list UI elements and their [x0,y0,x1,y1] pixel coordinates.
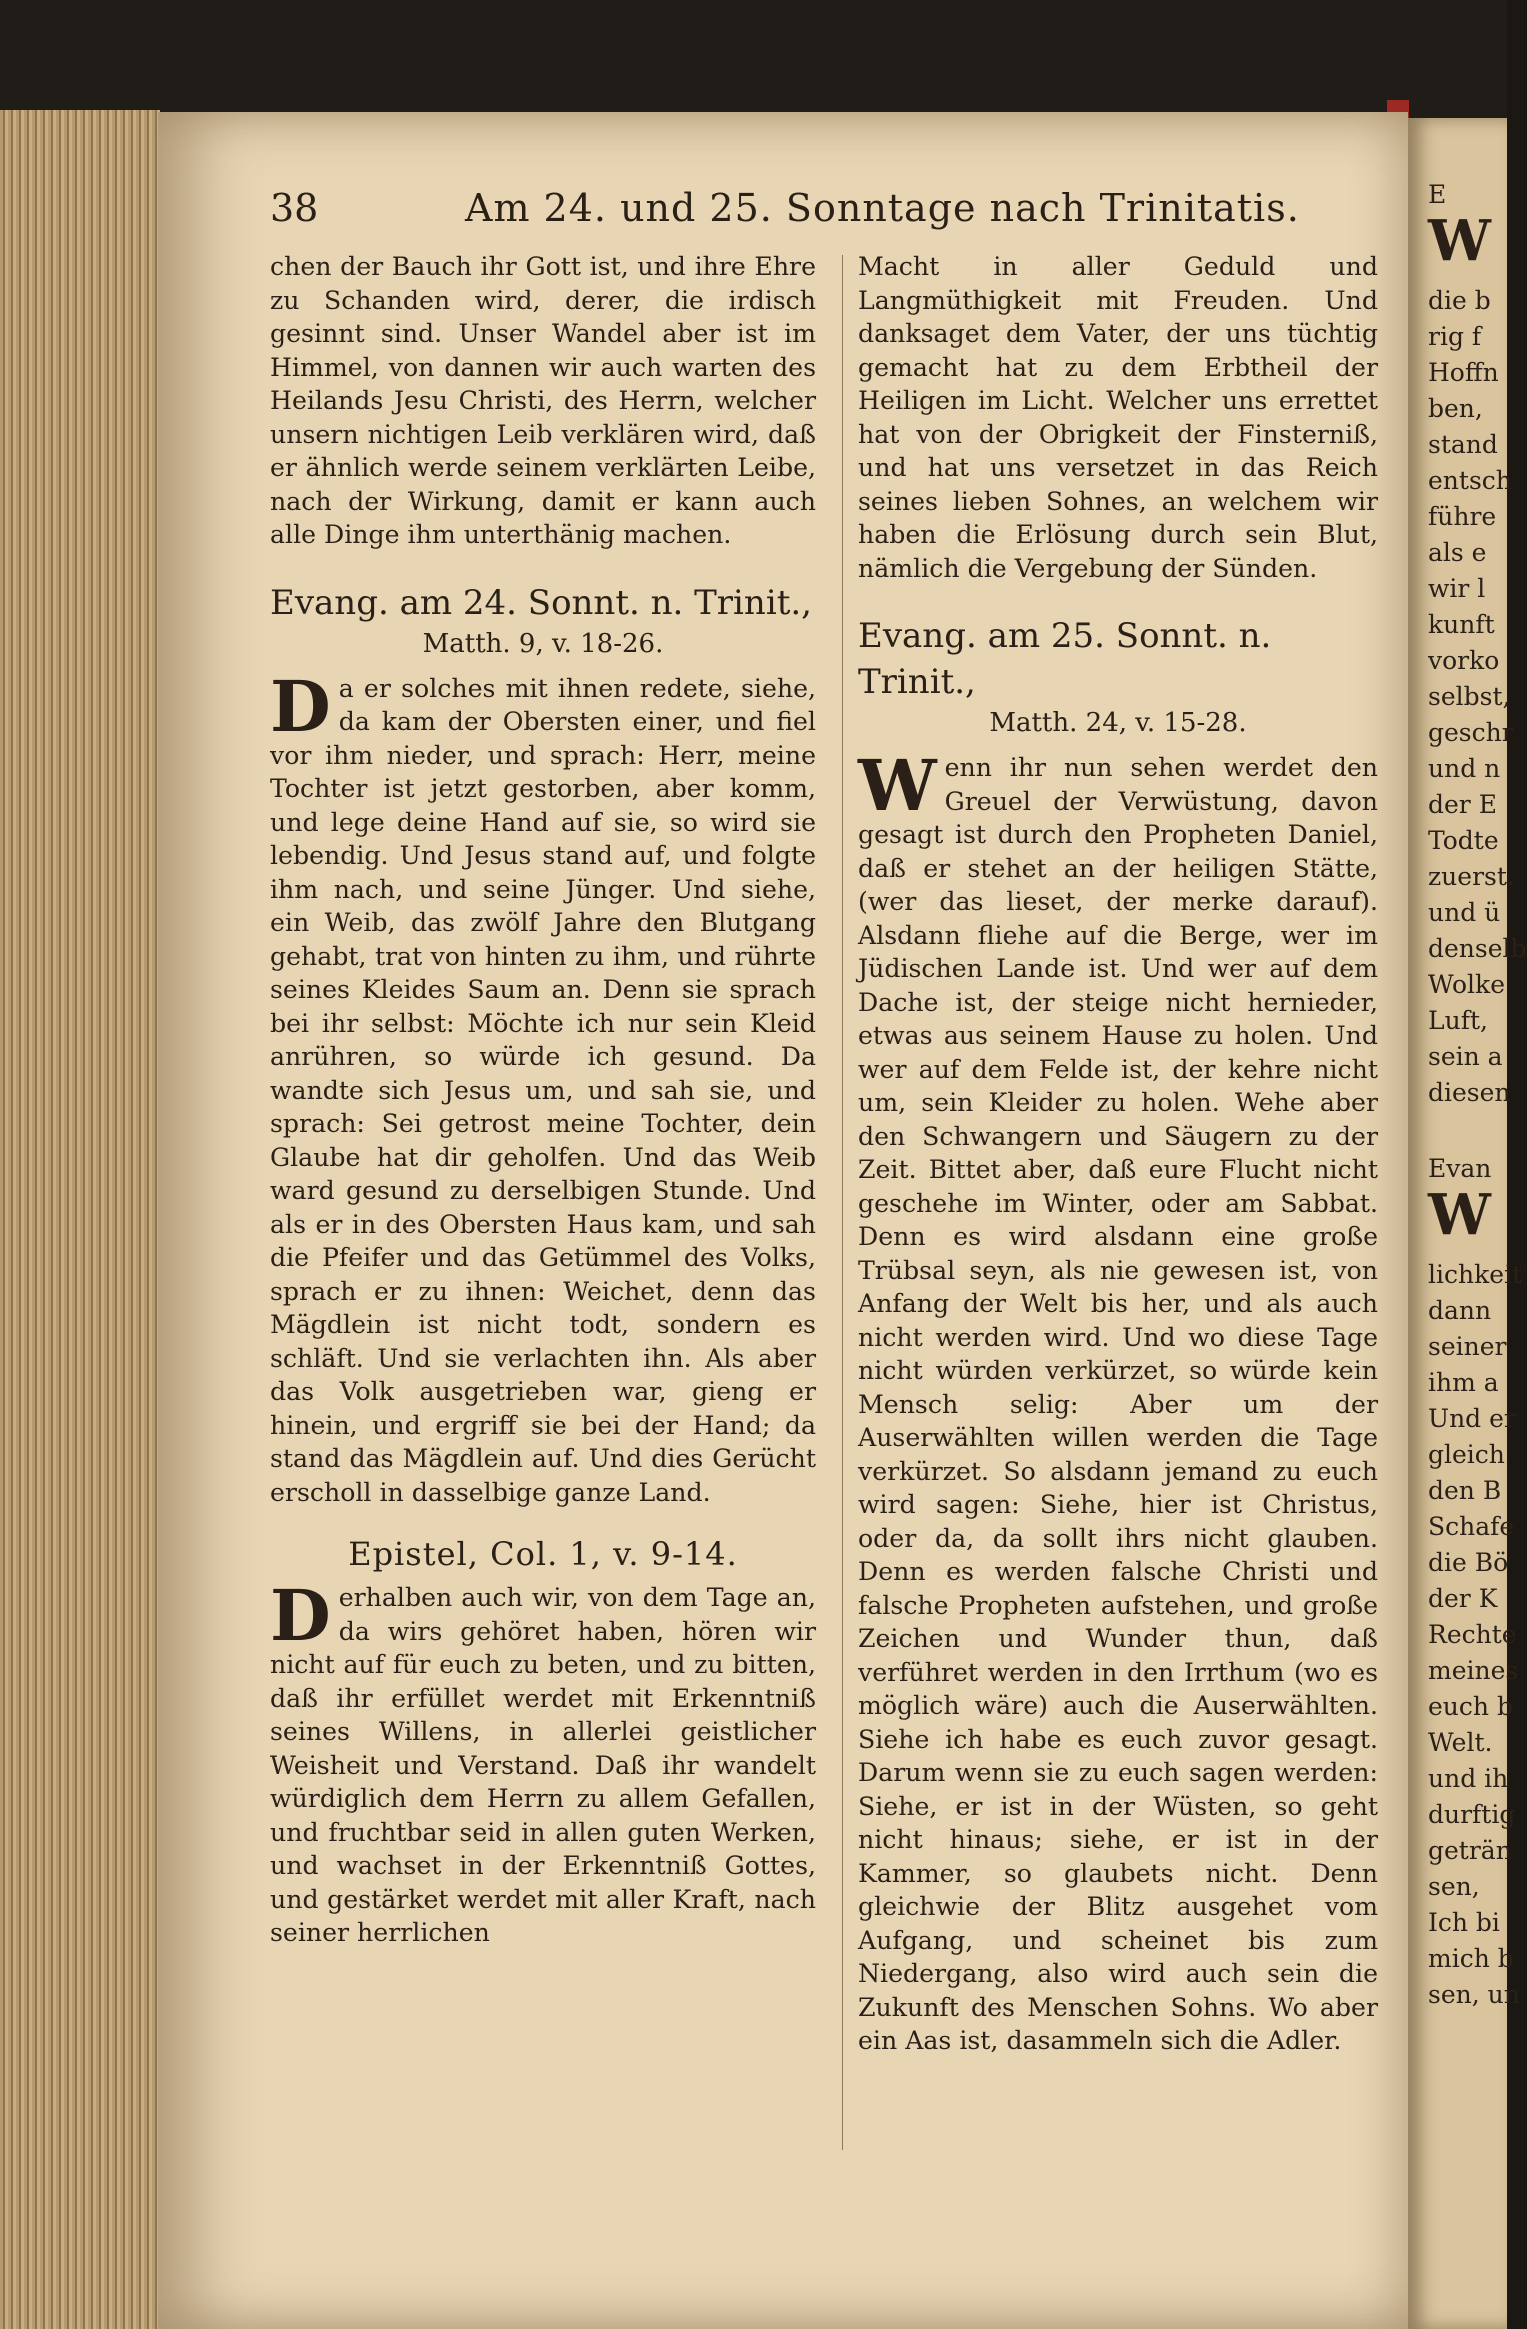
next-page-fragment: vorko [1428,646,1500,675]
next-page-fragment: selbst, [1428,682,1511,711]
dropcap: D [270,664,331,748]
gospel-text-25 [858,744,1378,2058]
next-page-fragment: Hoffn [1428,358,1499,387]
next-page-fragment: E [1428,180,1447,209]
next-page-fragment: Wolke [1428,970,1505,999]
next-page-fragment: dann [1428,1296,1492,1325]
next-page-fragment: als e [1428,538,1487,567]
next-page-fragment: und ü [1428,898,1501,927]
next-page-fragment: Ich bi [1428,1908,1500,1937]
next-page-fragment: Luft, [1428,1006,1488,1035]
next-page-fragment: Evan [1428,1154,1492,1183]
left-intro-text: chen der Bauch ihr Gott ist, und ihre Ehre zu Schanden wird, derer, die irdisch gesinnt sind. Unser Wandel aber ist im Himmel, von dannen wir auch warten des Heilands Jesu Christi, des Herrn, welcher unsern nichtigen Leib verklären wird, daß er ähnlich werde seinem verklärten Leibe, nach der Wirkung, damit er kann auch alle Dinge ihm unterthänig machen. [270,252,816,549]
next-page-fragment: den B [1428,1476,1502,1505]
next-page-fragment: der E [1428,790,1497,819]
right-intro-text: Macht in aller Geduld und Langmüthigkeit mit Freuden. Und danksaget dem Vater, der uns tüchtig gemacht hat zu dem Erbtheil der Heiligen im Licht. Welcher uns errettet hat von der Obrigkeit der Finsterniß, und hat uns versetzet in das Reich seines lieben Sohnes, an welchem wir haben die Erlösung durch sein Blut, nämlich die Vergebung der Sünden. [858,252,1378,583]
running-head [270,178,1360,238]
gospel-text-24 [270,664,816,1510]
next-page-fragment: stand [1428,430,1498,459]
next-page-edge [1408,118,1527,2329]
next-page-fragment: die Bö [1428,1548,1509,1577]
next-page-fragment: sein a [1428,1042,1503,1071]
next-page-fragment: Welt. [1428,1728,1493,1757]
next-page-fragment: W [1428,208,1491,274]
epistle-heading: Epistel, Col. 1, v. 9-14. [348,1535,738,1573]
epistle-body: erhalben auch wir, von dem Tage an, da wirs gehöret haben, hören wir nicht auf für euch zu beten, und zu bitten, daß ihr erfüllet werdet mit Erkenntniß seines Willens, in allerlei geistlicher Weisheit und Verstand. Daß ihr wandelt würdiglich dem Herrn zu allem Gefallen, und fruchtbar seid in allen guten Werken, und wachset in der Erkenntniß Gottes, und gestärket werdet mit aller Kraft, nach seiner herrlichen [270,1583,816,1947]
dropcap: W [858,744,937,827]
next-page-fragment: kunft [1428,610,1495,639]
next-page-fragment: diesen [1428,1078,1511,1107]
next-page-fragment: Todte [1428,826,1499,855]
gospel-body-25: enn ihr nun sehen werdet den Greuel der Verwüstung, davon gesagt ist durch den Propheten Daniel, daß er stehet an der heiligen Stätte, (wer das lieset, der merke darauf). Alsdann fliehe auf die Berge, wer im Jüdischen Lande ist. Und wer auf dem Dache ist, der steige nicht hernieder, etwas aus seinem Hause zu holen. Und wer auf dem Felde ist, der kehre nicht um, sein Kleider zu holen. Wehe aber den Schwangern und Säugern zu der Zeit. Bittet aber, daß eure Flucht nicht geschehe im Winter, oder am Sabbat. Denn es wird alsdann eine große Trübsal seyn, als nie gewesen ist, von Anfang der Welt bis her, und als auch nicht werden wird. Und wo diese Tage nicht würden verkürzet, so würde kein Mensch selig: Aber um der Auserwählten willen werden die Tage verkürzet. So alsdann jemand zu euch wird sagen: Siehe, hier ist Christus, oder da, da sollt ihrs nicht glauben. Denn es werden falsche Christi und falsche Propheten aufstehen, und große Zeichen und Wunder thun, daß verführet werden in den Irrthum (wo es möglich wäre) auch die Auserwählten. Siehe ich habe es euch zuvor gesagt. Darum wenn sie zu euch sagen werden: Siehe, er ist in der Wüsten, so geht nicht hinaus; siehe, er ist in der Kammer, so glaubets nicht. Denn gleichwie der Blitz ausgehet vom Aufgang, und scheinet bis zum Niedergang, also wird auch sein die Zukunft des Menschen Sohns. Wo aber ein Aas ist, dasammeln sich die Adler. [858,753,1378,2055]
page-number: 38 [270,186,319,230]
right-column [858,250,1378,2058]
next-page-fragment: Schafe [1428,1512,1515,1541]
epistle-text [270,1574,816,1950]
next-page-fragment: W [1428,1182,1491,1248]
next-page-fragment: lichkeit [1428,1260,1523,1289]
next-page-fragment: ihm a [1428,1368,1499,1397]
next-page-fragment: geträn [1428,1836,1512,1865]
next-page-fragment: euch b [1428,1692,1513,1721]
next-page-fragment: führe [1428,502,1497,531]
column-divider [842,255,843,2150]
next-page-fragment: der K [1428,1584,1498,1613]
gospel-reference-24: Matth. 9, v. 18-26. [422,628,664,659]
page-title: Am 24. und 25. Sonntage nach Trinitatis. [465,186,1300,230]
next-page-fragment: meines [1428,1656,1519,1685]
next-page-fragment: Und er [1428,1404,1516,1433]
next-page-fragment: mich b [1428,1944,1514,1973]
next-page-fragment: wir l [1428,574,1486,603]
next-page-fragment: geschr [1428,718,1514,747]
next-page-fragment: entsch [1428,466,1512,495]
gospel-heading-24: Evang. am 24. Sonnt. n. Trinit., [270,582,812,623]
next-page-fragment: Rechte [1428,1620,1517,1649]
next-page-fragment: und n [1428,754,1501,783]
next-page-fragment: die b [1428,286,1491,315]
gospel-heading-25: Evang. am 25. Sonnt. n. Trinit., [858,616,1272,702]
next-page-fragment: sen, un [1428,1980,1520,2009]
next-page-fragment: durftig [1428,1800,1516,1829]
gospel-body-24: a er solches mit ihnen redete, siehe, da kam der Obersten einer, und fiel vor ihm nieder, und sprach: Herr, meine Tochter ist jetzt gestorben, aber komm, und lege deine Hand auf sie, so wird sie lebendig. Und Jesus stand auf, und folgte ihm nach, und seine Jünger. Und siehe, ein Weib, das zwölf Jahre den Blutgang gehabt, trat von hinten zu ihm, und rührte seines Kleides Saum an. Denn sie sprach bei ihr selbst: Möchte ich nur sein Kleid anrühren, so würde ich gesund. Da wandte sich Jesus um, und sah sie, und sprach: Sei getrost meine Tochter, dein Glaube hat dir geholfen. Und das Weib ward gesund zu derselbigen Stunde. Und als er in des Obersten Haus kam, und sah die Pfeifer und das Getümmel des Volks, sprach er zu ihnen: Weichet, denn das Mägdlein ist nicht todt, sondern es schläft. Und sie verlachten ihn. Als aber das Volk ausgetrieben war, gieng er hinein, und ergriff sie bei der Hand; da stand das Mägdlein auf. Und dies Gerücht erscholl in dasselbige ganze Land. [270,673,816,1507]
next-page-fragment: rig f [1428,322,1482,351]
next-page-fragment: sen, [1428,1872,1480,1901]
next-page-fragment: zuerst. [1428,862,1515,891]
next-page-fragment: denselb [1428,934,1527,963]
dropcap: D [270,1574,331,1657]
next-page-fragment: und ih [1428,1764,1509,1793]
gospel-reference-25: Matth. 24, v. 15-28. [989,708,1247,738]
next-page-fragment: ben, [1428,394,1483,423]
left-column [270,250,816,1950]
background-top [0,0,1507,120]
book-page-edges [0,110,160,2329]
next-page-fragment: seiner [1428,1332,1507,1361]
next-page-fragment: gleich [1428,1440,1505,1469]
